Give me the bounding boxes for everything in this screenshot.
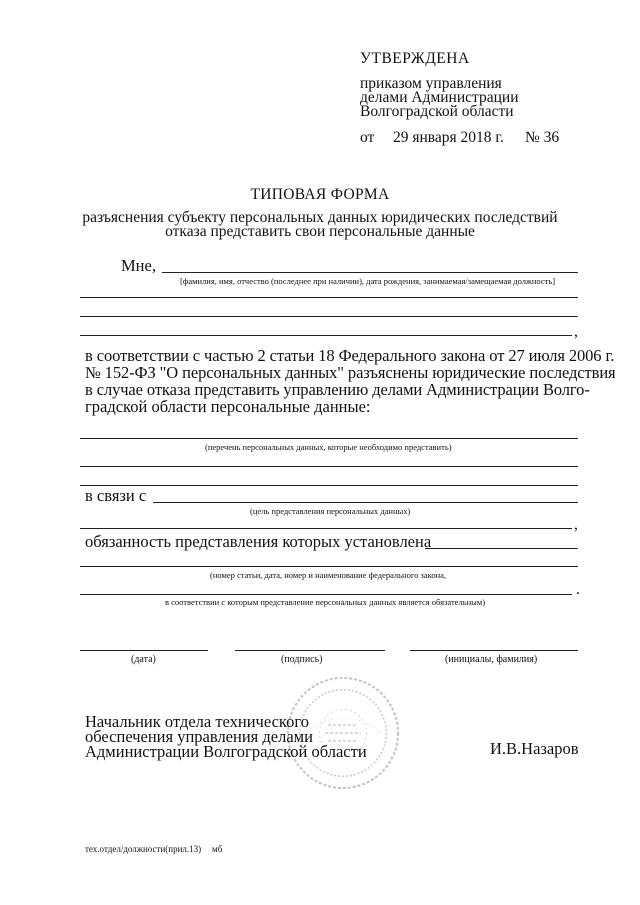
purpose-hint: (цель представления персональных данных) [250,506,411,516]
me-label: Мне, [121,256,156,275]
law-line-1 [80,566,578,567]
because-line [153,502,578,503]
law-line-2 [80,594,572,595]
me-line [162,272,578,273]
form-subtitle-1: разъяснения субъекту персональных данных юридических последствий [82,209,558,226]
signer-title-3: Администрации Волгоградской области [85,742,367,761]
signer-title-2: обеспечения управления делами [85,727,313,746]
sig-name-hint: (инициалы, фамилия) [445,654,538,665]
list-line-3 [80,485,578,486]
approval-line-2: делами Администрации [360,89,519,106]
comma-2: , [574,516,578,533]
because-label: в связи с [85,486,147,505]
approval-line-1: приказом управления [360,75,502,92]
period: . [576,581,580,598]
sig-date-line [80,650,208,651]
approval-heading: УТВЕРЖДЕНА [360,50,470,67]
approval-date-prefix: от [360,129,375,146]
duty-line [425,548,578,549]
approval-line-3: Волгоградской области [360,103,514,120]
law-hint: (номер статьи, дата, номер и наименование федерального закона, [210,570,447,580]
comma-1: , [574,323,578,340]
sig-sign-line [235,650,385,651]
duty-label: обязанность представления которых установлена [85,532,432,551]
list-line-2 [80,466,578,467]
sig-sign-hint: (подпись) [281,654,323,665]
approval-number: № 36 [525,129,560,146]
sig-date-hint: (дата) [131,654,156,665]
signer-name: И.В.Назаров [490,739,579,758]
blank-line-3 [80,335,572,336]
form-subtitle-2: отказа представить свои персональные данные [165,223,475,240]
approval-date: 29 января 2018 г. [393,129,504,146]
list-hint: (перечень персональных данных, которые необходимо представить) [205,442,452,452]
purpose-line-2 [80,528,572,529]
blank-line-1 [80,297,578,298]
footer-path: тех.отдел/должности(прил.13) [85,844,202,854]
list-line-1 [80,438,578,439]
body-line-3: в случае отказа представить управлению делами Администрации Волго- [85,380,590,399]
signer-title-1: Начальник отдела технического [85,712,309,731]
blank-line-2 [80,316,578,317]
body-line-2: № 152-ФЗ "О персональных данных" разъяснены юридические последствия [85,363,616,382]
me-hint: [фамилия, имя, отчество (последнее при наличии), дата рождения, занимаемая/замещаемая должность] [180,276,556,286]
body-line-1: в соответствии с частью 2 статьи 18 Федерального закона от 27 июля 2006 г. [85,346,615,365]
form-title: ТИПОВАЯ ФОРМА [250,186,390,203]
sig-name-line [410,650,578,651]
footer-code: мб [212,844,223,854]
law-hint-2: в соответствии с которым представление персональных данных является обязательным) [165,597,486,607]
body-line-4: градской области персональные данные: [85,397,371,416]
